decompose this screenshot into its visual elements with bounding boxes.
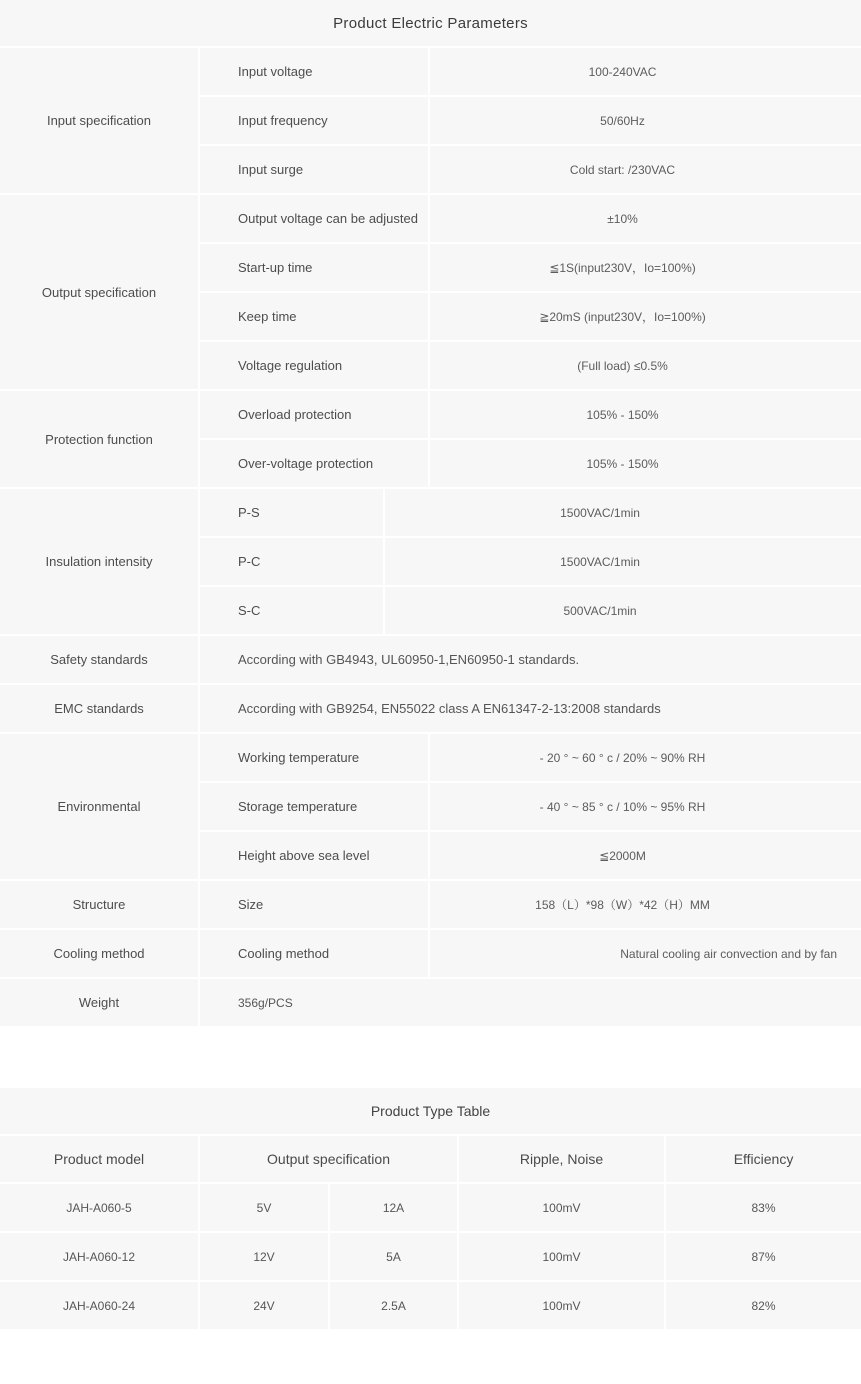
cell-ripple: 100mV bbox=[459, 1233, 666, 1282]
value-startup-time: ≦1S(input230V，Io=100%) bbox=[430, 244, 861, 293]
value-overvoltage-protection: 105% - 150% bbox=[430, 440, 861, 489]
group-label-emc-standards: EMC standards bbox=[0, 685, 200, 734]
electric-table-title: Product Electric Parameters bbox=[0, 0, 861, 48]
value-size: 158（L）*98（W）*42（H）MM bbox=[430, 881, 861, 930]
param-input-surge: Input surge bbox=[200, 146, 430, 195]
spec-row bbox=[0, 636, 861, 685]
value-voltage-regulation: (Full load) ≤0.5% bbox=[430, 342, 861, 391]
param-s-c: S-C bbox=[200, 587, 385, 636]
param-output-voltage-adjust: Output voltage can be adjusted bbox=[200, 195, 430, 244]
spec-row bbox=[0, 195, 861, 244]
group-label-structure: Structure bbox=[0, 881, 200, 930]
product-type-table bbox=[0, 1088, 861, 1331]
value-storage-temperature: - 40 ° ~ 85 ° c / 10% ~ 95% RH bbox=[430, 783, 861, 832]
header-ripple-noise: Ripple, Noise bbox=[459, 1136, 666, 1184]
value-output-voltage-adjust: ±10% bbox=[430, 195, 861, 244]
spec-row bbox=[0, 979, 861, 1028]
cell-ripple: 100mV bbox=[459, 1184, 666, 1233]
group-label-input-specification: Input specification bbox=[0, 48, 200, 195]
header-output-specification: Output specification bbox=[200, 1136, 459, 1184]
cell-model: JAH-A060-5 bbox=[0, 1184, 200, 1233]
param-p-s: P-S bbox=[200, 489, 385, 538]
type-table-header-row bbox=[0, 1136, 861, 1184]
value-emc-standards: According with GB9254, EN55022 class A EN61347-2-13:2008 standards bbox=[200, 685, 861, 734]
group-label-protection-function: Protection function bbox=[0, 391, 200, 489]
cell-efficiency: 82% bbox=[666, 1282, 861, 1331]
value-s-c: 500VAC/1min bbox=[385, 587, 861, 636]
cell-current: 5A bbox=[330, 1233, 459, 1282]
spec-row bbox=[0, 685, 861, 734]
cell-model: JAH-A060-24 bbox=[0, 1282, 200, 1331]
tables-gap bbox=[0, 1028, 861, 1088]
electric-table-title-row bbox=[0, 0, 861, 48]
type-table-row bbox=[0, 1282, 861, 1331]
header-efficiency: Efficiency bbox=[666, 1136, 861, 1184]
group-label-insulation-intensity: Insulation intensity bbox=[0, 489, 200, 636]
group-label-weight: Weight bbox=[0, 979, 200, 1028]
cell-model: JAH-A060-12 bbox=[0, 1233, 200, 1282]
type-table-title-row bbox=[0, 1088, 861, 1136]
spec-row bbox=[0, 734, 861, 783]
param-voltage-regulation: Voltage regulation bbox=[200, 342, 430, 391]
spec-row bbox=[0, 489, 861, 538]
group-label-safety-standards: Safety standards bbox=[0, 636, 200, 685]
value-input-surge: Cold start: /230VAC bbox=[430, 146, 861, 195]
value-p-c: 1500VAC/1min bbox=[385, 538, 861, 587]
spec-row bbox=[0, 930, 861, 979]
param-working-temperature: Working temperature bbox=[200, 734, 430, 783]
value-height-above-sea-level: ≦2000M bbox=[430, 832, 861, 881]
param-input-frequency: Input frequency bbox=[200, 97, 430, 146]
param-overvoltage-protection: Over-voltage protection bbox=[200, 440, 430, 489]
cell-ripple: 100mV bbox=[459, 1282, 666, 1331]
value-p-s: 1500VAC/1min bbox=[385, 489, 861, 538]
group-label-environmental: Environmental bbox=[0, 734, 200, 881]
value-keep-time: ≧20mS (input230V，Io=100%) bbox=[430, 293, 861, 342]
value-weight: 356g/PCS bbox=[200, 979, 861, 1028]
cell-current: 12A bbox=[330, 1184, 459, 1233]
value-working-temperature: - 20 ° ~ 60 ° c / 20% ~ 90% RH bbox=[430, 734, 861, 783]
cell-current: 2.5A bbox=[330, 1282, 459, 1331]
group-label-cooling-method: Cooling method bbox=[0, 930, 200, 979]
param-p-c: P-C bbox=[200, 538, 385, 587]
header-product-model: Product model bbox=[0, 1136, 200, 1184]
cell-efficiency: 87% bbox=[666, 1233, 861, 1282]
cell-voltage: 5V bbox=[200, 1184, 330, 1233]
param-input-voltage: Input voltage bbox=[200, 48, 430, 97]
param-keep-time: Keep time bbox=[200, 293, 430, 342]
value-overload-protection: 105% - 150% bbox=[430, 391, 861, 440]
param-height-above-sea-level: Height above sea level bbox=[200, 832, 430, 881]
type-table-row bbox=[0, 1184, 861, 1233]
value-safety-standards: According with GB4943, UL60950-1,EN60950-1 standards. bbox=[200, 636, 861, 685]
value-input-voltage: 100-240VAC bbox=[430, 48, 861, 97]
spec-row bbox=[0, 881, 861, 930]
cell-voltage: 12V bbox=[200, 1233, 330, 1282]
spec-row bbox=[0, 48, 861, 97]
value-cooling-method: Natural cooling air convection and by fan bbox=[430, 930, 861, 979]
param-size: Size bbox=[200, 881, 430, 930]
param-overload-protection: Overload protection bbox=[200, 391, 430, 440]
param-storage-temperature: Storage temperature bbox=[200, 783, 430, 832]
type-table-title: Product Type Table bbox=[0, 1088, 861, 1136]
cell-voltage: 24V bbox=[200, 1282, 330, 1331]
spec-row bbox=[0, 391, 861, 440]
cell-efficiency: 83% bbox=[666, 1184, 861, 1233]
param-cooling-method: Cooling method bbox=[200, 930, 430, 979]
group-label-output-specification: Output specification bbox=[0, 195, 200, 391]
value-input-frequency: 50/60Hz bbox=[430, 97, 861, 146]
type-table-row bbox=[0, 1233, 861, 1282]
param-startup-time: Start-up time bbox=[200, 244, 430, 293]
